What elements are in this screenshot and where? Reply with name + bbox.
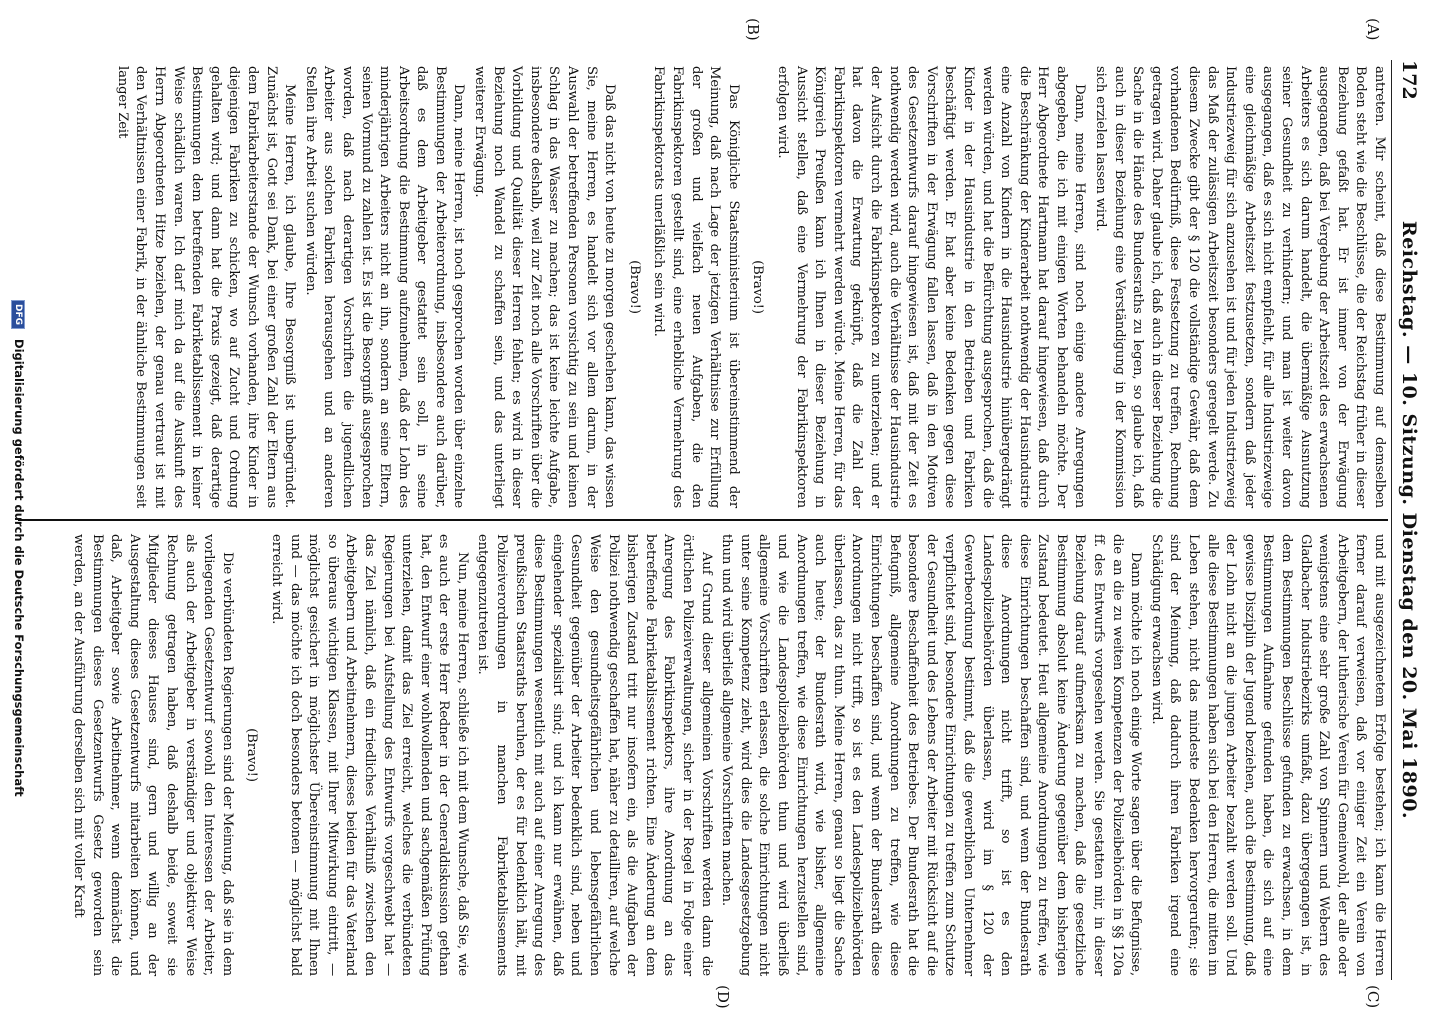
interjection: (Bravo!) — [626, 260, 642, 314]
margin-mark-b: (B) — [744, 18, 762, 41]
paragraph: und mit ausgezeichnetem Erfolge bestehen; ich kann die Herren ferner darauf verweisen, daß vor einiger Zeit ein Verein von Arbeitgebern, der lutherische Verein für Gemeinwohl, der alle oder wenigstens eine sehr große Zahl von Spinnern und Webern des Gladbacher Industriebezirks umfaßt, dazu übergegangen ist, in dem Bestimmungen Beschlüsse gefunden zu erwachsen, in dem Bestimmungen Aufnahme gefunden haben, die sich auf eine gewisse Disziplin der Jugend beziehen, auch die Bestimmung, daß der Lohn nicht an die jungen Arbeiter bezahlt werden soll. Und alle diese Bestimmungen haben sich bei den Herren, die mitten im Leben stehen, nicht das mindeste Bedenken hervorgerufen; sie sind der Meinung, daß dadurch ihren Fabriken irgend eine Schädigung erwachsen wird. — [1148, 534, 1387, 976]
interjection: (Bravo!) — [750, 260, 766, 314]
margin-mark-d: (D) — [714, 985, 732, 1009]
running-title: Reichstag. — 10. Sitzung. Dienstag den 20. Mai 1890. — [1398, 220, 1420, 820]
paragraph: Auf Grund dieser allgemeinen Vorschriften werden dann die örtlichen Polizeiverwaltungen, sicher in der Regel in Folge einer Anregung des Fabrikinspektors, ihre Anordnung an das betreffende Fabriketablissement richten. Eine Änderung an dem bisherigen Zustand tritt nur insofern ein, als die Aufgaben der Polizei nothwendig geschaffen hat, näher zu detailliren, auf welche Weise den gesundheitsgefährlichen und lebensgefährlichen Gesundheit gegenüber der Arbeiter bedenklich sind, neben und eingehender spezialisirt sind; und ich kann nur erwähnen, daß diese Bestimmungen wesentlich mit auch auf einer Anregung des preußischen Staatsraths beruhen, der es für bedenklich hält, mit Polizeiverordnungen in manchen Fabriketablissements entgegenzutreten ist. — [475, 534, 714, 976]
paragraph: Das Königliche Staatsministerium ist übereinstimmend der Meinung, daß nach Lage der jetzigen Verhältnisse zur Erfüllung der großen und vielfach neuen Aufgaben, die den Fabrikinspektoren gestellt sind, eine erhebliche Vermehrung des Fabrikinspektorats unerläßlich sein wird. — [651, 66, 741, 508]
interjection: (Bravo!) — [244, 728, 260, 782]
left-column — [88, 66, 1388, 508]
page-header — [1391, 60, 1422, 980]
right-column — [71, 534, 1388, 976]
paragraph: Dann, meine Herren, sind noch einige andere Anregungen abgegeben, die ich mit einigen Worten behandeln möchte. Der Herr Abgeordnete Hartmann hat darauf hingewiesen, daß durch die Beschränkung der Kinderarbeit nothwendig der Hausindustrie eine Anzahl von Kindern in die Hausindustrie hinübergedrängt werden würden, und hat die Befürchtung ausgesprochen, daß die Kinder in der Hausindustrie in den Betrieben und Fabriken beschäftigt werden. Er hat aber keine Bedenken gegen diese Vorschriften in der Erwägung fallen lassen, daß in den Motiven des Gesetzentwurfs darauf hingewiesen ist, daß mit der Zeit es nothwendig werden wird, auch die Verhältnisse der Hausindustrie der Aufsicht durch die Fabrikinspektoren zu unterziehen; und er hat davon die Erwartung geknüpft, daß die Zahl der Fabrikinspektoren vermehrt werden würde. Meine Herren, für das Königreich Preußen kann ich Ihnen in dieser Beziehung in Aussicht stellen, daß eine Vermehrung der Fabrikinspektoren erfolgen wird. — [775, 66, 1088, 508]
dfg-logo: DFG — [12, 300, 26, 329]
paragraph: antreten. Mir scheint, daß diese Bestimmung auf demselben Boden steht wie die Beschlüsse, die der Reichstag früher in dieser Beziehung gefaßt hat. Er ist immer von der Erwägung ausgegangen, daß bei Vergebung der Arbeitszeit des erwachsenen Arbeiters es sich darum handelt, die übermäßige Ausnutzung seiner Gesundheit zu verhindern; und man ist weiter davon ausgegangen, daß es sich nicht empfiehlt, für alle Industriezweige eine gleichmäßige Arbeitszeit festzusetzen, sondern daß jeder Industriezweig für sich anzusehen ist und für jeden Industriezweig das Maß der zulässigen Arbeitszeit besonders geregelt werde. Zu diesem Zwecke gibt der § 120 die vollständige Gewähr, daß dem vorhandenen Bedürfniß, diese Festsetzung zu treffen, Rechnung getragen wird. Daher glaube ich, daß auch in dieser Beziehung die Sache in die Hände des Bundesraths zu legen, so glaube ich, daß auch in dieser Beziehung eine Verständigung in der Kommission sich erzielen lassen wird. — [1093, 66, 1387, 508]
margin-mark-c: (C) — [1364, 985, 1382, 1009]
margin-mark-a: (A) — [1364, 18, 1382, 41]
paragraph: Nun, meine Herren, schließe ich mit dem Wunsche, daß Sie, wie es auch der erste Herr Redner in der Generaldiskussion gethan hat, den Entwurf einer wohlwollenden und sachgemäßen Prüfung unterziehen, damit das Ziel erreicht, welches die verbündeten Regierungen bei Aufstellung des Entwurfs vorgeschwebt hat — das Ziel nämlich, daß ein friedliches Verhältniß zwischen den Arbeitgebern und Arbeitnehmern, dieses beiden für das Vaterland so überaus wichtigen Klassen, mit Ihrer Mitwirkung eintritt, — möglichst gesichert in möglichster Übereinstimmung mit Ihnen und — das möchte ich doch besonders betonen — möglichst bald erreicht wird. — [268, 534, 470, 976]
paragraph: Dann, meine Herren, ist noch gesprochen worden über einzelne Bestimmungen der Arbeiterordnung, insbesondere auch darüber, daß es dem Arbeitgeber gestattet sein soll, in seine Arbeitsordnung die Bestimmung aufzunehmen, daß der Lohn des minderjährigen Arbeiters nicht an ihn, sondern an seine Eltern, seinen Vormund zu zahlen ist. Es ist die Besorgniß ausgesprochen worden, daß nach derartigen Vorschriften die jugendlichen Arbeiter aus solchen Fabriken herausgehen und an anderen Stellen ihre Arbeit suchen würden. — [302, 66, 467, 508]
paragraph: Dann möchte ich noch einige Worte sagen über die Befugnisse, die an die zu weiten Kompetenzen der Polizeibehörden in §§ 120a ff. des Entwurfs vorgesehen werden. Sie gestatten mir, in dieser Beziehung darauf aufmerksam zu machen, daß die gesetzliche Bestimmung absolut keine Änderung gegenüber dem bisherigen Zustand bedeutet. Heut allgemeine Anordnungen zu treffen, wie diese Einrichtungen beschaffen sind, und wenn der Bundesrath diese Anordnungen nicht trifft, so ist es den Landespolizeibehörden überlassen, wird im § 120 der Gewerbeordnung bestimmt, daß die gewerblichen Unternehmer verpflichtet sind, besondere Einrichtungen zu treffen zum Schutze der Gesundheit und des Lebens der Arbeiter mit Rücksicht auf die besondere Beschaffenheit des Betriebes. Der Bundesrath hat die Befugniß, allgemeine Anordnungen zu treffen, wie diese Einrichtungen beschaffen sind, und wenn der Bundesrath diese Anordnungen nicht trifft, so ist es den Landespolizeibehörden überlassen, das zu thun. Meine Herren, genau so liegt die Sache auch heute; der Bundesrath wird, wie bisher, allgemeine Anordnungen treffen, wie diese Einrichtungen herzustellen sind, und wie die Landespolizeibehörden thun und wird überließ allgemeine Vorschriften erlassen, die solche Einrichtungen nicht unter seine Kompetenz zieht, wird dies die Landesgesetzgebung thun und wird überließ allgemeine Vorschriften machen. — [719, 534, 1144, 976]
paragraph: Meine Herren, ich glaube, Ihre Besorgniß ist unbegründet. Zunächst ist, Gott sei Dank, bei einer großen Zahl der Eltern aus dem Fabrikarbeiterstande der Wunsch vorhanden, ihre Kinder in diejenigen Fabriken zu schicken, wo auf Zucht und Ordnung gehalten wird; und dann hat die Praxis gezeigt, daß derartige Bestimmungen dem betreffenden Fabriketablissement in keiner Weise schädlich waren. Ich darf mich da auf die Auskunft des Herrn Abgeordneten Hitze beziehen, der genau vertraut ist mit den Verhältnissen einer Fabrik, in der ähnliche Bestimmungen seit langer Zeit — [114, 66, 298, 508]
footer-text: Digitalisierung gefördert durch die Deutsche Forschungsgemeinschaft — [12, 339, 26, 797]
paragraph: Daß das nicht von heute zu morgen geschehen kann, das wissen Sie, meine Herren, es handelt sich vor allem darum, in der Auswahl der betreffenden Personen vorsichtig zu sein und keinen Schlag in das Wasser zu machen; das ist keine leichte Aufgabe, insbesondere deshalb, weil zur Zeit noch alle Vorschriften über die Vorbildung und Qualität dieser Herren fehlen; es wird in dieser Beziehung noch Wandel zu schaffen sein, und das unterliegt weiterer Erwägung. — [472, 66, 618, 508]
paragraph: Die verbündeten Regierungen sind der Meinung, daß sie in dem vorliegenden Gesetzentwurf sowohl den Interessen der Arbeiter, als auch der Arbeitgeber in verständiger und objektiver Weise Rechnung getragen haben, daß deshalb beide, soweit sie Mitglieder dieses Hauses sind, gern und willig an der Ausgestaltung dieses Gesetzentwurfs mitarbeiten können, und daß, Arbeitgeber sowie Arbeitnehmer, wenn demnächst die Bestimmungen dieses Gesetzentwurfs Gesetz geworden sein werden, an der Ausführung derselben sich mit voller Kraft — [71, 534, 235, 976]
digitization-footer — [8, 300, 26, 820]
column-divider — [18, 519, 1388, 521]
page-number: 172 — [1398, 60, 1420, 100]
